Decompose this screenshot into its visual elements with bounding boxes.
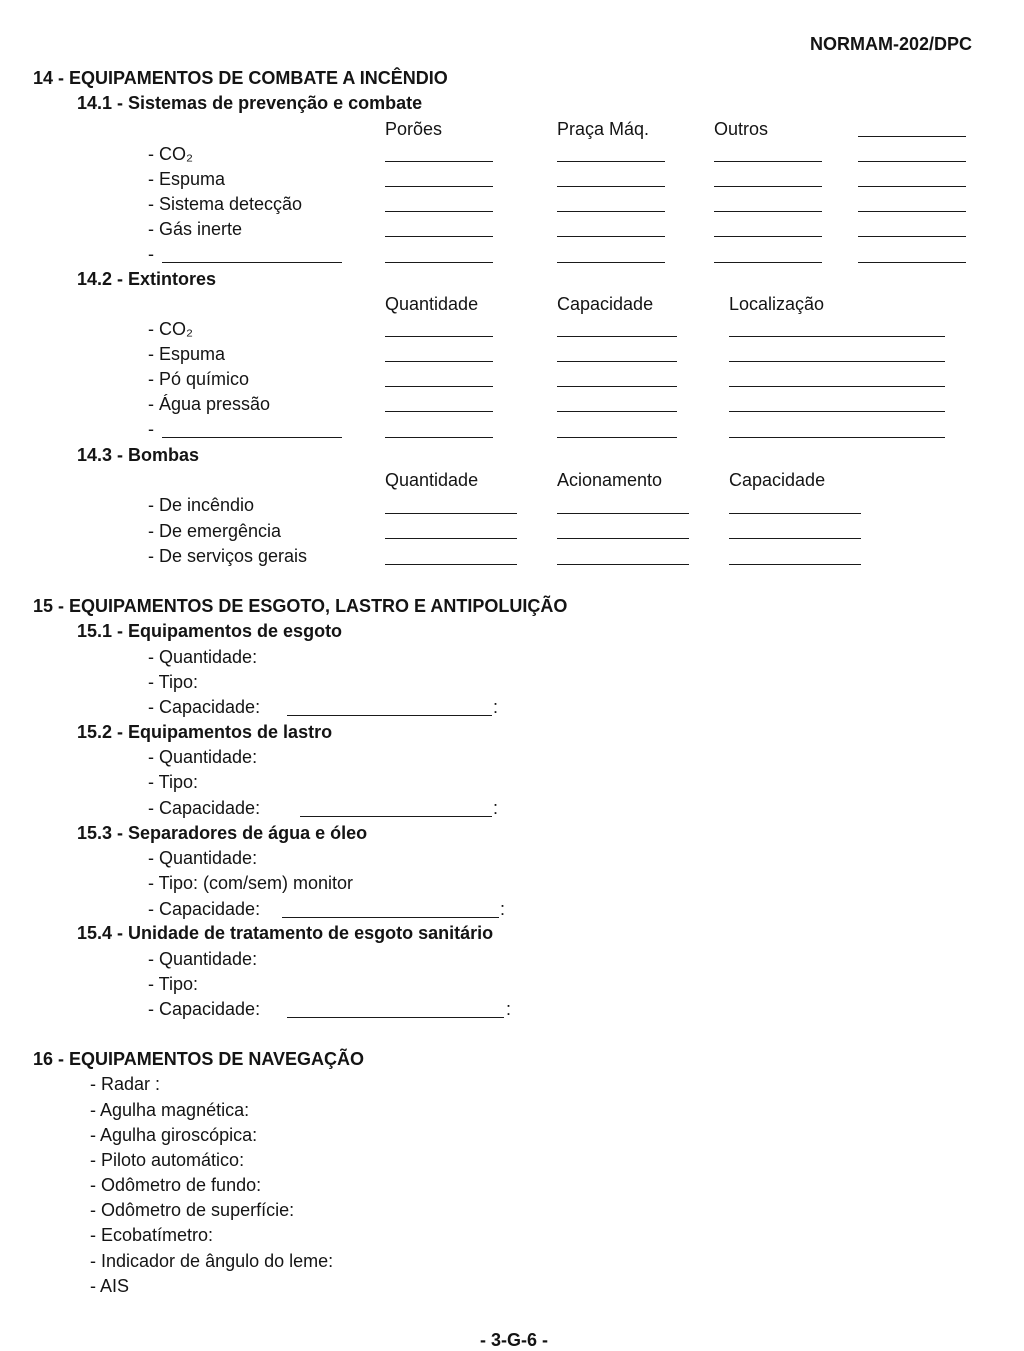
subsection-14-2-title: 14.2 - Extintores [77,269,217,289]
capacidade-fill-line[interactable] [300,816,492,817]
fill-line[interactable] [858,161,966,162]
fill-line[interactable] [729,386,945,387]
item-odometro-de-superficie: - Odômetro de superfície: [90,1200,295,1220]
item-tipo: - Tipo: [148,974,199,994]
fill-line[interactable] [714,186,822,187]
fill-line[interactable] [729,538,861,539]
item-capacidade: - Capacidade: [148,899,261,919]
subsection-15-3-title: 15.3 - Separadores de água e óleo [77,823,368,843]
item-quantidade: - Quantidade: [148,949,258,969]
fill-line[interactable] [557,186,665,187]
fill-line[interactable] [557,538,689,539]
fill-line[interactable] [557,336,677,337]
capacidade-fill-line[interactable] [282,917,499,918]
fill-line[interactable] [557,361,677,362]
fill-line[interactable] [557,236,665,237]
fill-line[interactable] [714,262,822,263]
item-agulha-giroscopica: - Agulha giroscópica: [90,1125,258,1145]
fill-line[interactable] [385,538,517,539]
fill-line[interactable] [557,262,665,263]
column-header-praca-maq: Praça Máq. [557,119,650,139]
fill-line[interactable] [729,564,861,565]
fill-line[interactable] [385,161,493,162]
fill-line[interactable] [557,437,677,438]
fill-line[interactable] [557,386,677,387]
fill-line[interactable] [385,211,493,212]
fill-line[interactable] [385,564,517,565]
subsection-14-3-title: 14.3 - Bombas [77,445,200,465]
column-header-poroes: Porões [385,119,443,139]
item-tipo: - Tipo: (com/sem) monitor [148,873,354,893]
item-ecobatimetro: - Ecobatímetro: [90,1225,214,1245]
item-piloto-automatico: - Piloto automático: [90,1150,245,1170]
item-capacidade: - Capacidade: [148,999,261,1019]
fill-line[interactable] [385,411,493,412]
fill-line[interactable] [714,161,822,162]
column-header-quantidade: Quantidade [385,294,479,314]
fill-line[interactable] [729,437,945,438]
row-label-co2: - CO₂ [148,144,193,164]
subsection-15-2-title: 15.2 - Equipamentos de lastro [77,722,333,742]
column-header-acionamento: Acionamento [557,470,663,490]
capacidade-fill-line[interactable] [287,715,492,716]
section-14-title: 14 - EQUIPAMENTOS DE COMBATE A INCÊNDIO [33,68,448,88]
fill-line[interactable] [557,513,689,514]
capacidade-suffix: : [493,697,499,717]
fill-line[interactable] [385,437,493,438]
page-number: - 3-G-6 - [480,1330,549,1350]
item-radar: - Radar : [90,1074,161,1094]
fill-line[interactable] [385,336,493,337]
row-label-de-servicos-gerais: - De serviços gerais [148,546,308,566]
fill-line[interactable] [729,513,861,514]
fill-line[interactable] [729,336,945,337]
row-label-sistema-deteccao: - Sistema detecção [148,194,303,214]
fill-line[interactable] [557,411,677,412]
document-code: NORMAM-202/DPC [810,34,973,54]
fill-line[interactable] [858,262,966,263]
item-indicador-angulo-leme: - Indicador de ângulo do leme: [90,1251,334,1271]
subsection-15-4-title: 15.4 - Unidade de tratamento de esgoto sanitário [77,923,494,943]
section-16-title: 16 - EQUIPAMENTOS DE NAVEGAÇÃO [33,1049,365,1069]
fill-line[interactable] [714,236,822,237]
fill-line[interactable] [858,211,966,212]
item-capacidade: - Capacidade: [148,697,261,717]
item-agulha-magnetica: - Agulha magnética: [90,1100,250,1120]
fill-line[interactable] [385,186,493,187]
item-capacidade: - Capacidade: [148,798,261,818]
item-odometro-de-fundo: - Odômetro de fundo: [90,1175,262,1195]
column-header-capacidade: Capacidade [557,294,654,314]
fill-line[interactable] [557,161,665,162]
item-tipo: - Tipo: [148,672,199,692]
row-label-espuma: - Espuma [148,344,226,364]
capacidade-suffix: : [506,999,512,1019]
item-tipo: - Tipo: [148,772,199,792]
capacidade-fill-line[interactable] [287,1017,504,1018]
column-header-outros: Outros [714,119,769,139]
item-quantidade: - Quantidade: [148,647,258,667]
blank-column-header-line[interactable] [858,136,966,137]
column-header-capacidade: Capacidade [729,470,826,490]
row-label-blank-line[interactable] [162,437,342,438]
row-label-blank-line[interactable] [162,262,342,263]
fill-line[interactable] [729,411,945,412]
row-label-co2: - CO₂ [148,319,193,339]
column-header-quantidade: Quantidade [385,470,479,490]
fill-line[interactable] [385,262,493,263]
row-label-de-emergencia: - De emergência [148,521,282,541]
fill-line[interactable] [557,564,689,565]
fill-line[interactable] [385,386,493,387]
row-label-blank: - [148,244,154,264]
subsection-14-1-title: 14.1 - Sistemas de prevenção e combate [77,93,423,113]
fill-line[interactable] [557,211,665,212]
row-label-de-incendio: - De incêndio [148,495,255,515]
row-label-po-quimico: - Pó químico [148,369,250,389]
capacidade-suffix: : [500,899,506,919]
row-label-blank: - [148,419,154,439]
fill-line[interactable] [385,361,493,362]
section-15-title: 15 - EQUIPAMENTOS DE ESGOTO, LASTRO E ANTIPOLUIÇÃO [33,596,568,616]
fill-line[interactable] [385,236,493,237]
column-header-localizacao: Localização [729,294,825,314]
row-label-espuma: - Espuma [148,169,226,189]
subsection-15-1-title: 15.1 - Equipamentos de esgoto [77,621,343,641]
fill-line[interactable] [858,186,966,187]
fill-line[interactable] [729,361,945,362]
row-label-agua-pressao: - Água pressão [148,394,271,414]
fill-line[interactable] [858,236,966,237]
item-quantidade: - Quantidade: [148,848,258,868]
fill-line[interactable] [385,513,517,514]
item-quantidade: - Quantidade: [148,747,258,767]
item-ais: - AIS [90,1276,130,1296]
fill-line[interactable] [714,211,822,212]
row-label-gas-inerte: - Gás inerte [148,219,243,239]
capacidade-suffix: : [493,798,499,818]
